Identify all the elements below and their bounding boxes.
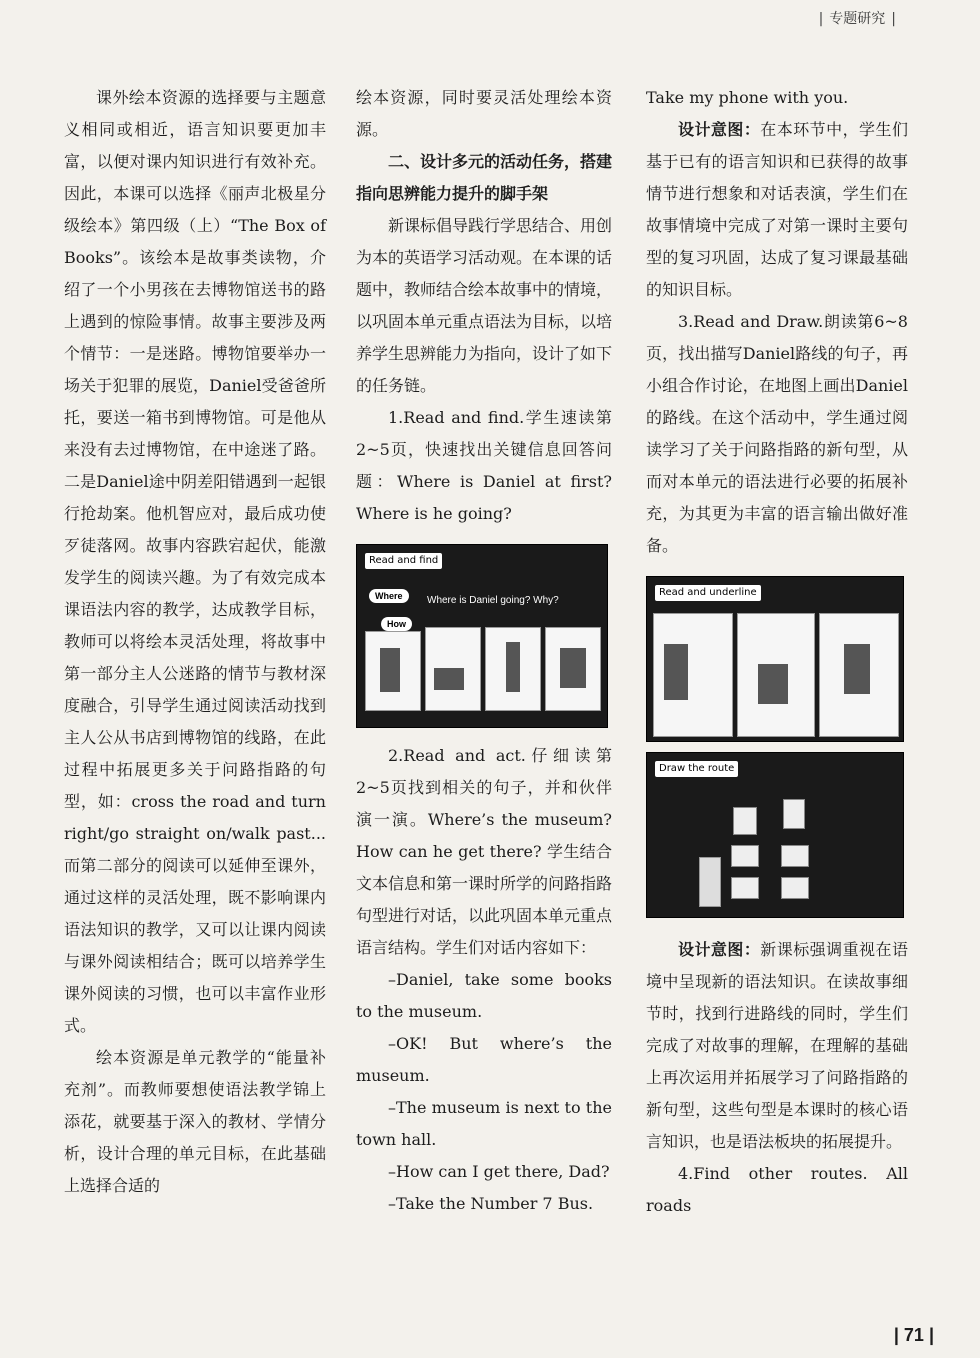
dialogue-line: –OK! But where’s the museum. bbox=[356, 1034, 612, 1085]
dialogue bbox=[356, 964, 612, 1220]
figure-read-and-find bbox=[356, 544, 608, 728]
figure-tag: Draw the route bbox=[655, 761, 738, 777]
column-3 bbox=[646, 82, 908, 1222]
column-2 bbox=[356, 82, 612, 1220]
paragraph: Take my phone with you. bbox=[646, 88, 849, 107]
paragraph: 4.Find other routes. All roads bbox=[646, 1164, 908, 1215]
map-building bbox=[731, 877, 759, 899]
comic-panel bbox=[819, 613, 899, 737]
design-intent-label: 设计意图： bbox=[678, 940, 761, 959]
comic-panel bbox=[545, 627, 601, 711]
column-1 bbox=[64, 82, 326, 1202]
comic-panel bbox=[653, 613, 733, 737]
figure-draw-the-route bbox=[646, 752, 904, 918]
dialogue-line: –The museum is next to the town hall. bbox=[356, 1098, 612, 1149]
figure-question: Where is Daniel going? Why? bbox=[427, 595, 559, 606]
page-header: | 专题研究 | bbox=[818, 11, 896, 27]
dialogue-line: –Daniel, take some books to the museum. bbox=[356, 970, 612, 1021]
paragraph: 绘本资源，同时要灵活处理绘本资源。 bbox=[356, 88, 612, 139]
figure-tag: Read and underline bbox=[655, 585, 761, 601]
where-badge: Where bbox=[369, 589, 409, 603]
map-building bbox=[783, 799, 805, 829]
comic-panel bbox=[365, 631, 421, 711]
dialogue-line: –Take the Number 7 Bus. bbox=[388, 1194, 594, 1213]
section-title: 专题研究 bbox=[829, 11, 886, 27]
map-building bbox=[733, 807, 757, 835]
design-intent-body: 在本环节中，学生们基于已有的语言知识和已获得的故事情节进行想象和对话表演，学生们在故事情境中完成了对第一课时主要句型的复习巩固，达成了复习课最基础的知识目标。 bbox=[646, 120, 908, 299]
figure-tag: Read and find bbox=[365, 553, 442, 569]
page-number-value: 71 bbox=[903, 1325, 924, 1345]
design-intent bbox=[646, 934, 908, 1158]
how-badge: How bbox=[381, 617, 412, 631]
paragraph: 3.Read and Draw.朗读第6~8页，找出描写Daniel路线的句子，再小组合作讨论，在地图上画出Daniel的路线。在这个活动中，学生通过阅读学习了关于问路指路的新句型，从而对本单元的语法进行必要的拓展补充，为其更为丰富的语言输出做好准备。 bbox=[646, 312, 908, 555]
design-intent-label: 设计意图： bbox=[678, 120, 761, 139]
comic-panel bbox=[425, 627, 481, 711]
paragraph: 新课标倡导践行学思结合、用创为本的英语学习活动观。在本课的话题中，教师结合绘本故事中的情境，以巩固本单元重点语法为目标，以培养学生思辨能力为指向，设计了如下的任务链。 bbox=[356, 216, 613, 395]
design-intent bbox=[646, 114, 908, 306]
dialogue-line: –How can I get there, Dad? bbox=[388, 1162, 610, 1181]
paragraph: 课外绘本资源的选择要与主题意义相同或相近，语言知识要更加丰富，以便对课内知识进行有效补充。因此，本课可以选择《丽声北极星分级绘本》第四级（上）“The Box of Books”。该绘本是故事类读物，介绍了一个小男孩在去博物馆送书的路上遇到的惊险事情。故事主要涉及两个情节：一是迷路。博物馆要举办一场关于犯罪的展览，Daniel受爸爸所托，要送一箱书到博物馆。可是他从来没有去过博物馆，在中途迷了路。二是Daniel途中阴差阳错遇到一起银行抢劫案。他机智应对，最后成功使歹徒落网。故事内容跌宕起伏，能激发学生的阅读兴趣。为了有效完成本课语法内容的教学，达成教学目标，教师可以将绘本灵活处理，将故事中第一部分主人公迷路的情节与教材深度融合，引导学生通过阅读活动找到主人公从书店到博物馆的线路，在此过程中拓展更多关于问路指路的句型，如：cross the road and turn right/go straight on/walk past... 而第二部分的阅读可以延伸至课外，通过这样的灵活处理，既不影响课内语法知识的教学，又可以让课内阅读与课外阅读相结合；既可以培养学生课外阅读的习惯，也可以丰富作业形式。 bbox=[64, 88, 326, 1035]
paragraph: 绘本资源是单元教学的“能量补充剂”。而教师要想使语法教学锦上添花，就要基于深入的教材、学情分析，设计合理的单元目标，在此基础上选择合适的 bbox=[64, 1048, 326, 1195]
design-intent-body: 新课标强调重视在语境中呈现新的语法知识。在读故事细节时，找到行进路线的同时，学生们完成了对故事的理解，在理解的基础上再次运用并拓展学习了问路指路的新句型，这些句型是本课时的核心语言知识，也是语法板块的拓展提升。 bbox=[646, 940, 908, 1151]
figure-boy bbox=[699, 857, 721, 907]
section-heading: 二、设计多元的活动任务，搭建指向思辨能力提升的脚手架 bbox=[356, 152, 613, 203]
map-building bbox=[731, 845, 759, 867]
paragraph: 1.Read and find.学生速读第2~5页，快速找出关键信息回答问题：Where is Daniel at first? Where is he going? bbox=[356, 408, 612, 523]
figure-read-and-underline bbox=[646, 576, 904, 742]
map-building bbox=[781, 877, 809, 899]
comic-panel bbox=[737, 613, 815, 737]
paragraph: 2.Read and act.仔细读第2~5页找到相关的句子，并和伙伴演一演。Where’s the museum? How can he get there? 学生结合文本信息和第一课时所学的问路指路句型进行对话，以此巩固本单元重点语言结构。学生们对话内容如下： bbox=[356, 746, 613, 957]
comic-panel bbox=[485, 627, 541, 711]
page-number: | 71 | bbox=[893, 1325, 934, 1345]
map-building bbox=[781, 845, 809, 867]
